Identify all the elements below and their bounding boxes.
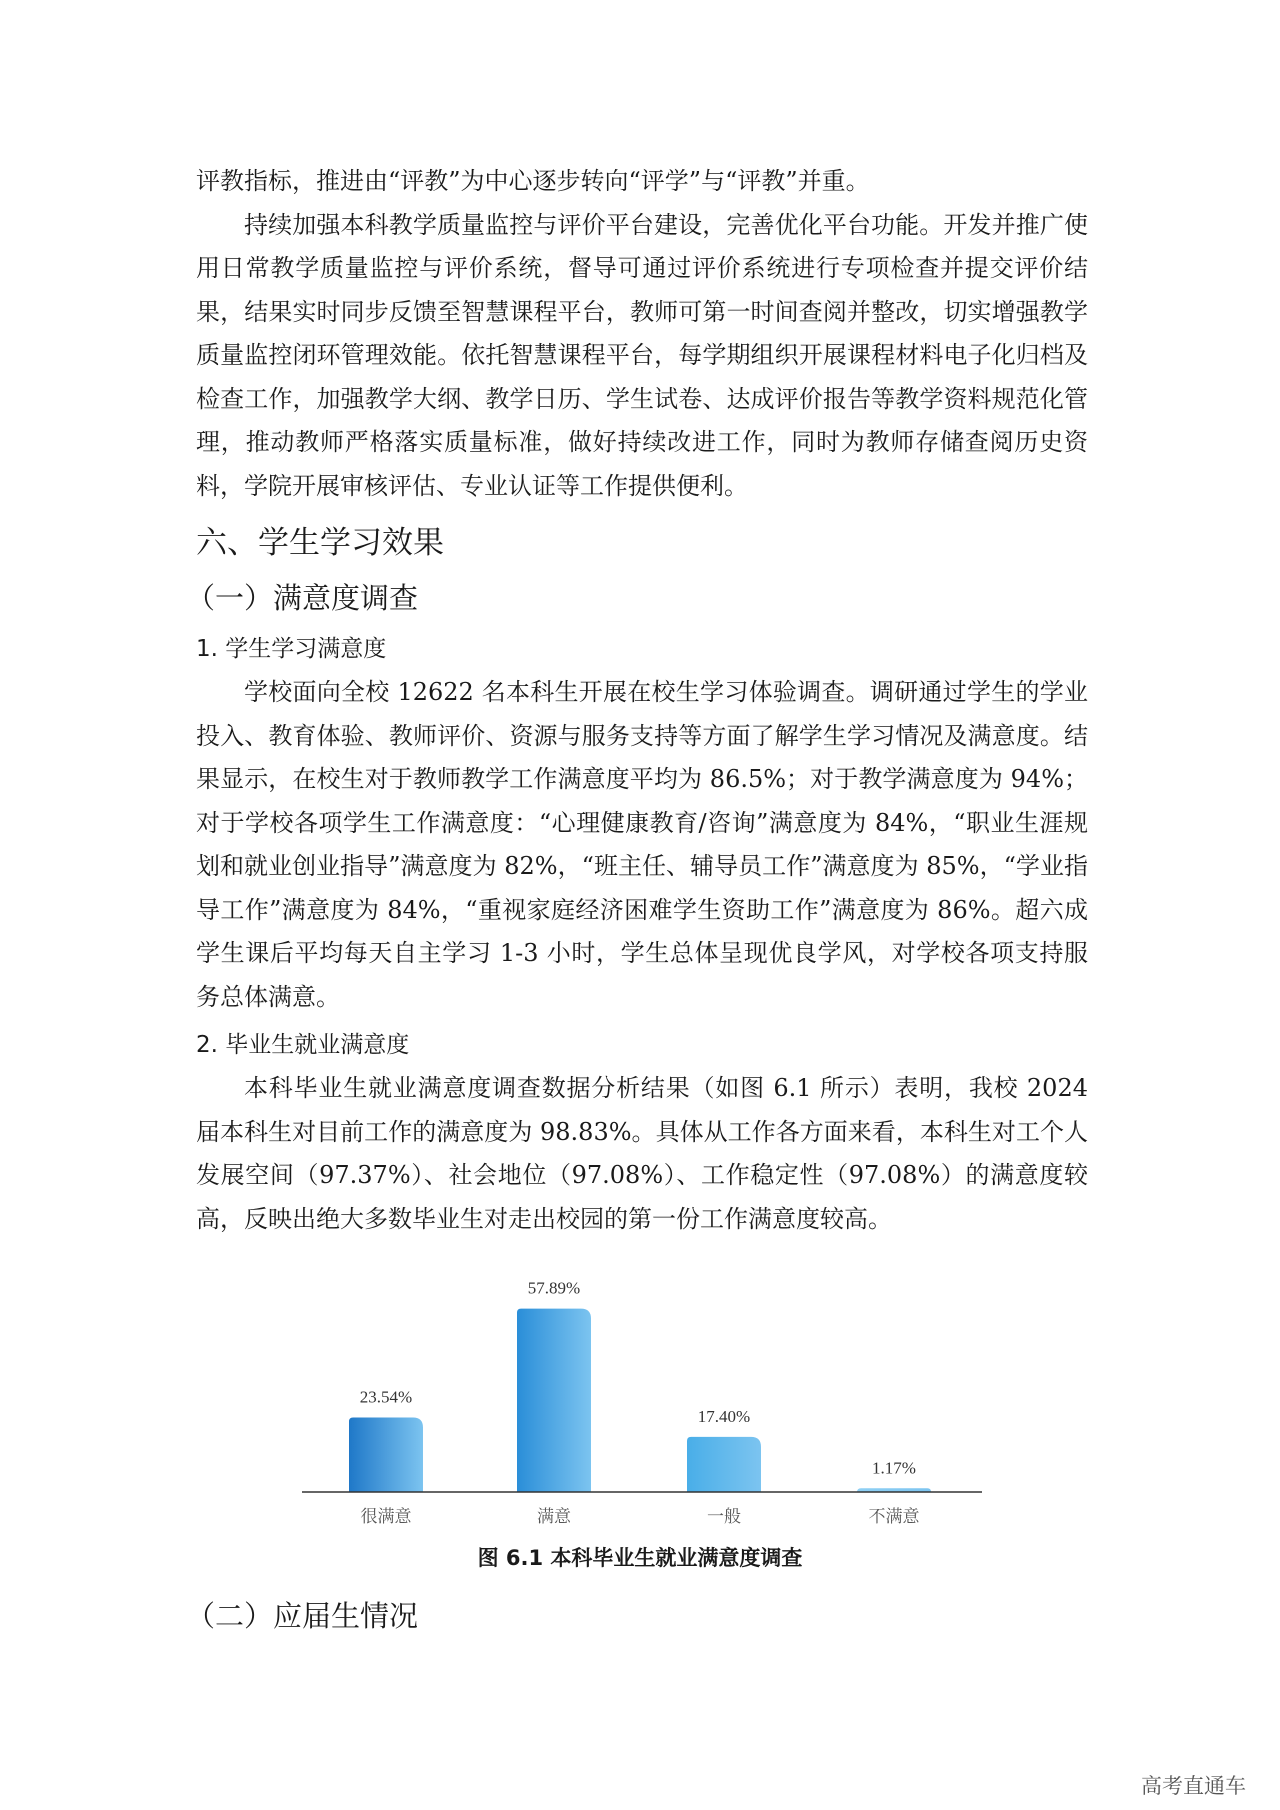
bar-1 — [349, 1417, 423, 1492]
bar-chart-svg — [0, 1250, 1280, 1540]
data-label-2: 57.89% — [527, 1278, 581, 1298]
subsection-title-graduates: （二）应届生情况 — [186, 1599, 419, 1633]
category-label-4: 不满意 — [868, 1507, 920, 1527]
watermark: 高考直通车 — [1141, 1774, 1246, 1798]
paragraph-employment-satisfaction: 本科毕业生就业满意度调查数据分析结果（如图 6.1 所示）表明，我校 2024 届本科生对目前工作的满意度为 98.83%。具体从工作各方面来看，本科生对工个人发展空间（97.37%）、社会地位（97.08%）、工作稳定性（97.08%）的满意度较高，反映出绝大多数毕业生对走出校园的第一份工作满意度较高。 — [196, 1074, 1088, 1233]
paragraph-study-satisfaction: 学校面向全校 12622 名本科生开展在校生学习体验调查。调研通过学生的学业投入、教育体验、教师评价、资源与服务支持等方面了解学生学习情况及满意度。结果显示，在校生对于教师教学工作满意度平均为 86.5%；对于教学满意度为 94%；对于学校各项学生工作满意度：“心理健康教育/咨询”满意度为 84%，“职业生涯规划和就业创业指导”满意度为 82%，“班主任、辅导员工作”满意度为 85%，“学业指导工作”满意度为 84%，“重视家庭经济困难学生资助工作”满意度为 86%。超六成学生课后平均每天自主学习 1-3 小时，学生总体呈现优良学风，对学校各项支持服务总体满意。 — [196, 678, 1088, 1011]
category-label-2: 满意 — [537, 1507, 571, 1527]
item-title-study-satisfaction: 1. 学生学习满意度 — [196, 636, 387, 662]
data-label-3: 17.40% — [697, 1406, 751, 1426]
category-label-3: 一般 — [707, 1507, 741, 1527]
bar-3 — [687, 1437, 761, 1492]
data-label-1: 23.54% — [359, 1387, 413, 1407]
body-text — [186, 160, 1088, 1241]
paragraph-1: 评教指标，推进由“评教”为中心逐步转向“评学”与“评教”并重。 — [196, 167, 870, 195]
category-label-1: 很满意 — [360, 1507, 412, 1527]
item-title-employment-satisfaction: 2. 毕业生就业满意度 — [196, 1032, 410, 1058]
subsection-title-satisfaction: （一）满意度调查 — [186, 581, 419, 615]
data-label-4: 1.17% — [872, 1458, 916, 1478]
section-title: 六、学生学习效果 — [196, 525, 444, 561]
paragraph-2: 持续加强本科教学质量监控与评价平台建设，完善优化平台功能。开发并推广使用日常教学质量监控与评价系统，督导可通过评价系统进行专项检查并提交评价结果，结果实时同步反馈至智慧课程平台，教师可第一时间查阅并整改，切实增强教学质量监控闭环管理效能。依托智慧课程平台，每学期组织开展课程材料电子化归档及检查工作，加强教学大纲、教学日历、学生试卷、达成评价报告等教学资料规范化管理，推动教师严格落实质量标准，做好持续改进工作，同时为教师存储查阅历史资料，学院开展审核评估、专业认证等工作提供便利。 — [196, 210, 1088, 500]
bar-2 — [517, 1309, 591, 1492]
chart-caption: 图 6.1 本科毕业生就业满意度调查 — [477, 1546, 803, 1570]
